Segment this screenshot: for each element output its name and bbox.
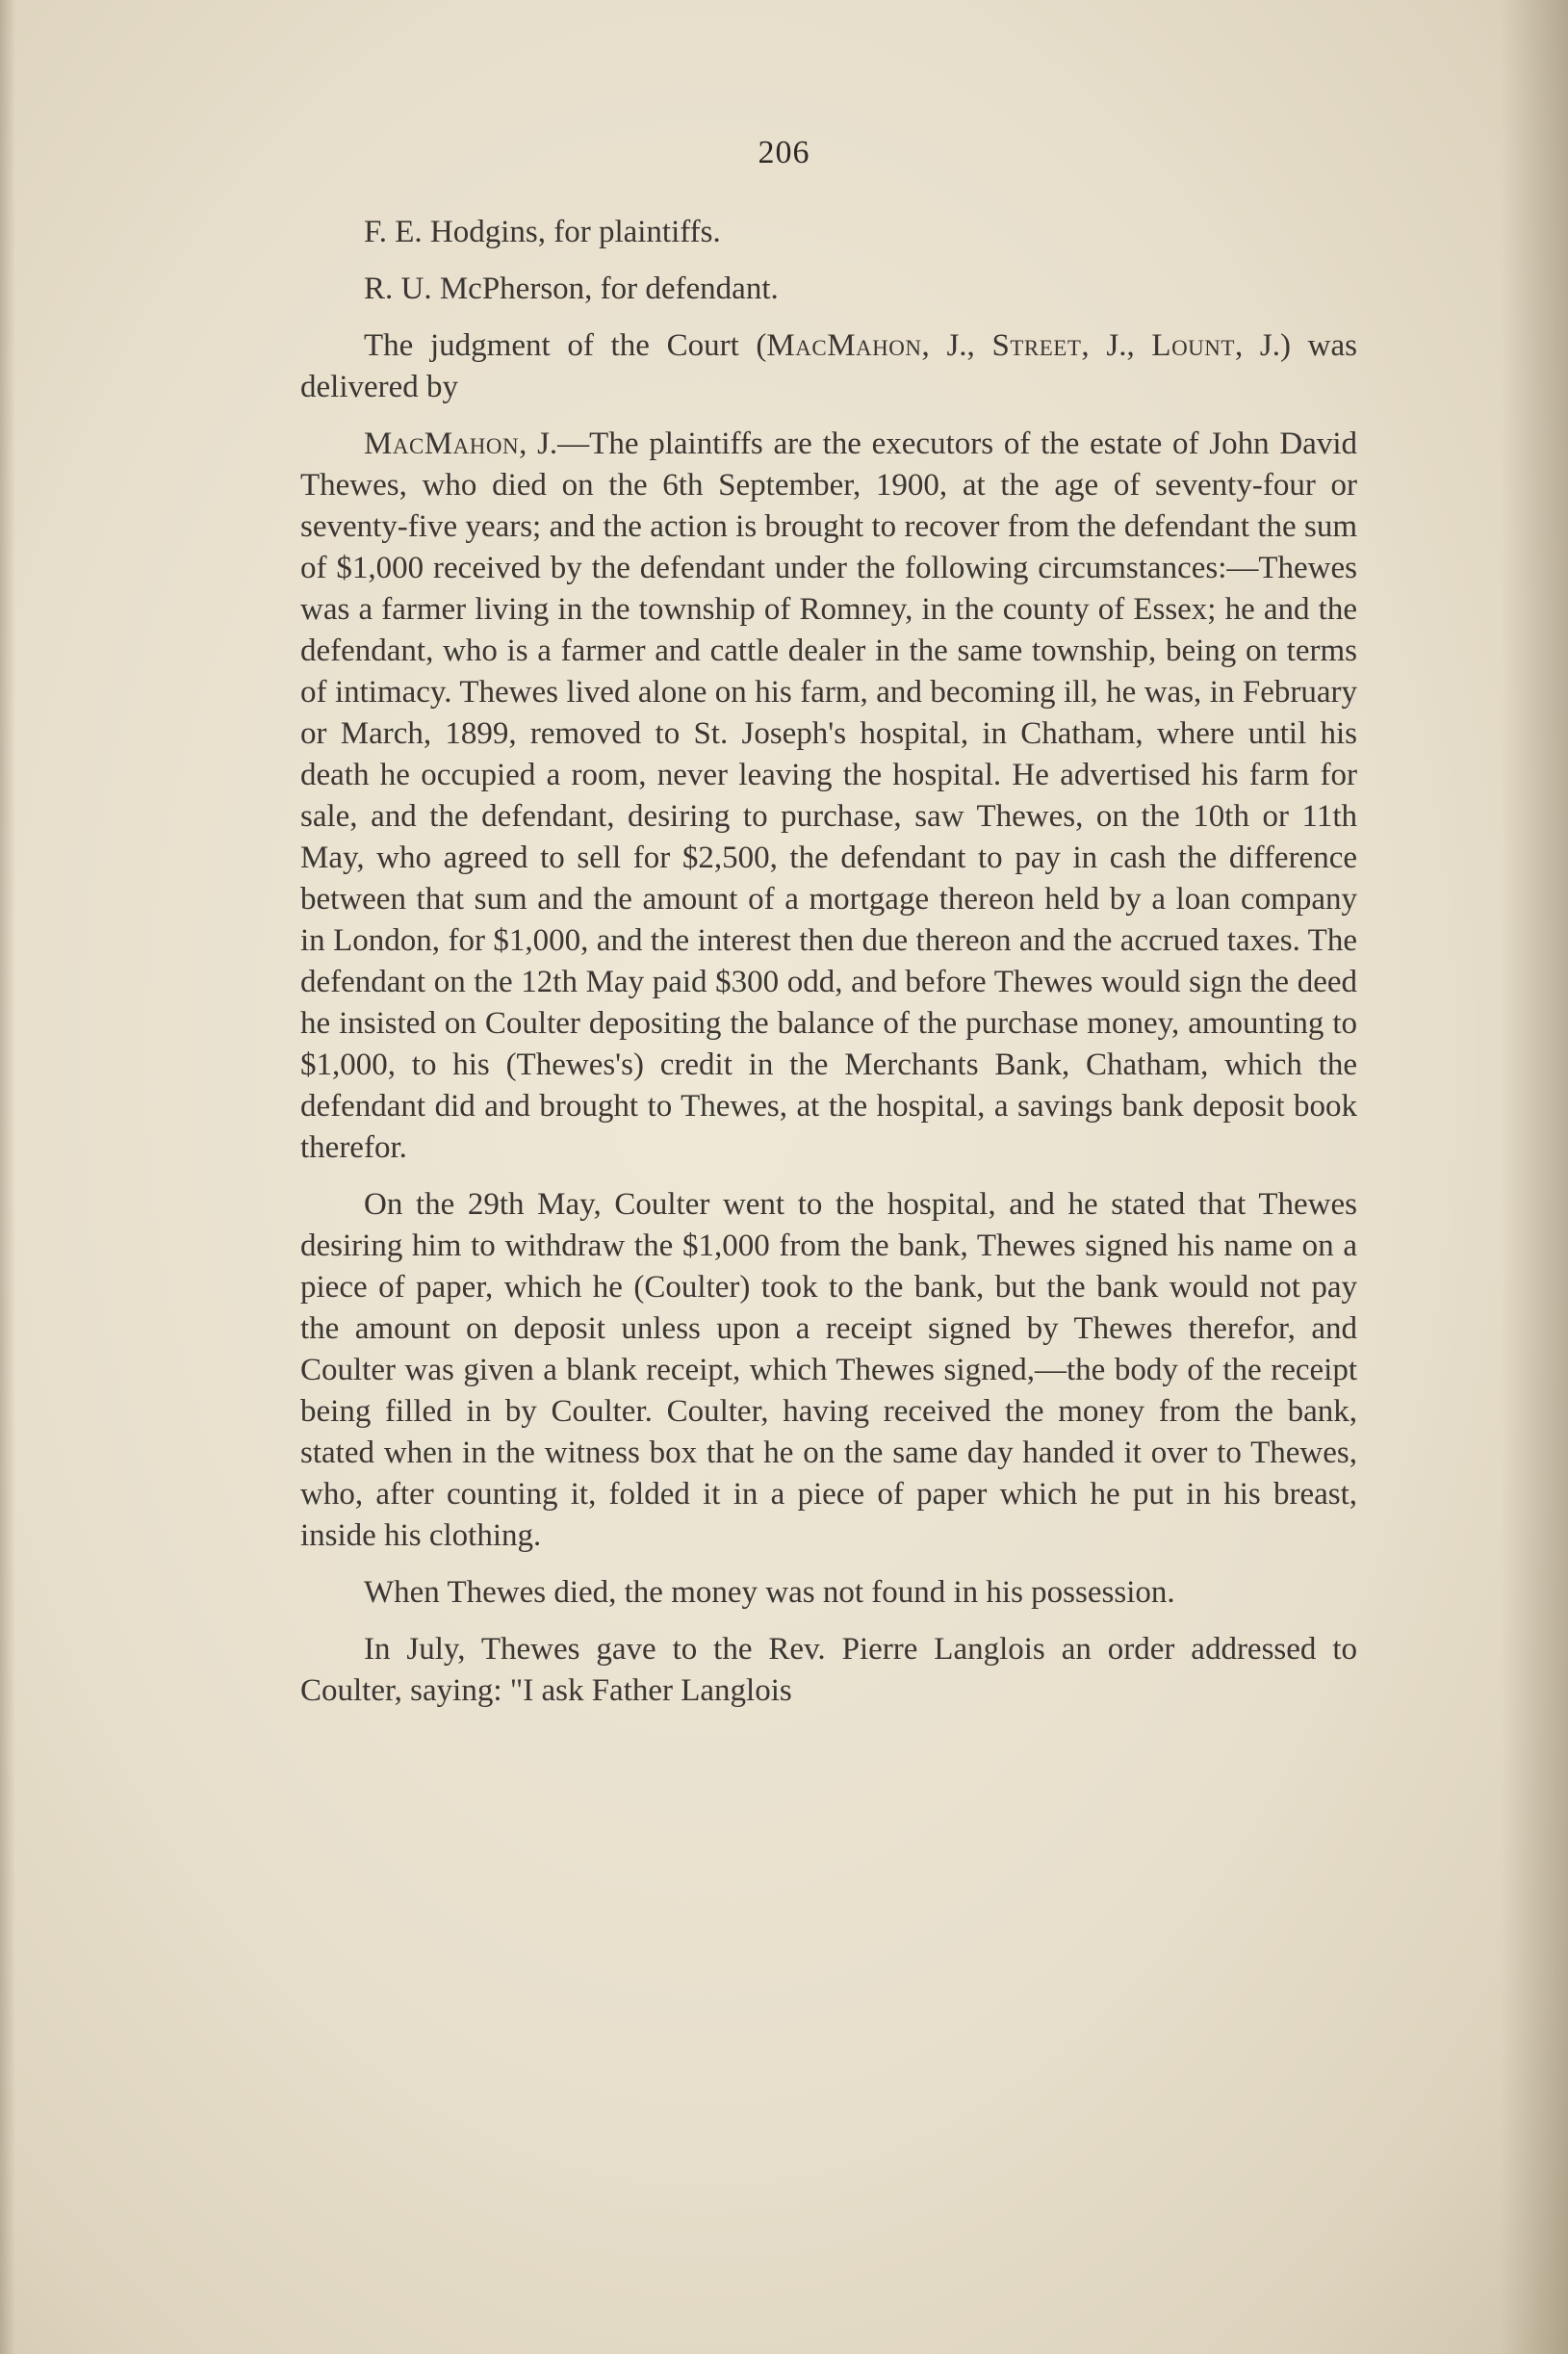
page-edge-shadow [1501, 0, 1568, 2354]
opinion-paragraph-1-text: , J.—The plaintiffs are the executors of the estate of John David Thewes, who died on the 6th September, 1900, at the age of seventy-four or seventy-five years; and the action is brought to recover from the defendant the sum of $1,000 received by the defendant under the following circumstances:—Thewes was a farmer living in the township of Romney, in the county of Essex; he and the defendant, who is a farmer and cattle dealer in the same township, being on terms of intimacy. Thewes lived alone on his farm, and becoming ill, he was, in February or March, 1899, removed to St. Joseph's hospital, in Chatham, where until his death he occupied a room, never leaving the hospital. He advertised his farm for sale, and the defendant, desiring to purchase, saw Thewes, on the 10th or 11th May, who agreed to sell for $2,500, the defendant to pay in cash the difference between that sum and the amount of a mortgage thereon held by a loan company in London, for $1,000, and the interest then due thereon and the accrued taxes. The defendant on the 12th May paid $300 odd, and before Thewes would sign the deed he insisted on Coulter depositing the balance of the purchase money, amounting to $1,000, to his (Thewes's) credit in the Merchants Bank, Chatham, which the defendant did and brought to Thewes, at the hospital, a savings bank deposit book therefor. [300, 427, 1357, 1165]
opinion-judge-name: MacMahon [364, 427, 520, 461]
judgment-sep-2: , J., [1081, 328, 1152, 363]
judge-name-macmahon: MacMahon [766, 328, 922, 363]
judge-name-street: Street [991, 328, 1082, 363]
page-gutter-shadow [0, 0, 15, 2354]
opinion-paragraph-2: On the 29th May, Coulter went to the hospital, and he stated that Thewes desiring him to withdraw the $1,000 from the bank, Thewes signed his name on a piece of paper, which he (Coulter) took to the bank, but the bank would not pay the amount on deposit unless upon a receipt signed by Thewes therefor, and Coulter was given a blank receipt, which Thewes signed,—the body of the receipt being filled in by Coulter. Coulter, having received the money from the bank, stated when in the witness box that he on the same day handed it over to Thewes, who, after counting it, folded it in a piece of paper which he put in his breast, inside his clothing. [300, 1187, 1357, 1553]
judgment-delivery-line [300, 325, 1357, 408]
judgment-sep-1: , J., [921, 328, 992, 363]
counsel-plaintiffs: F. E. Hodgins, for plaintiffs. [364, 215, 721, 249]
judge-name-lount: Lount [1151, 328, 1235, 363]
judgment-suffix: , J.) was delivered by [300, 328, 1358, 404]
page-body-text [300, 212, 1357, 1727]
judgment-prefix: The judgment of the Court ( [364, 328, 767, 363]
opinion-paragraph-1 [300, 424, 1357, 1169]
opinion-paragraph-4: In July, Thewes gave to the Rev. Pierre Langlois an order addressed to Coulter, saying: "I ask Father Langlois [300, 1632, 1357, 1708]
page-number: 206 [758, 135, 810, 170]
opinion-paragraph-3: When Thewes died, the money was not found in his possession. [364, 1575, 1175, 1610]
counsel-defendant: R. U. McPherson, for defendant. [364, 272, 779, 306]
